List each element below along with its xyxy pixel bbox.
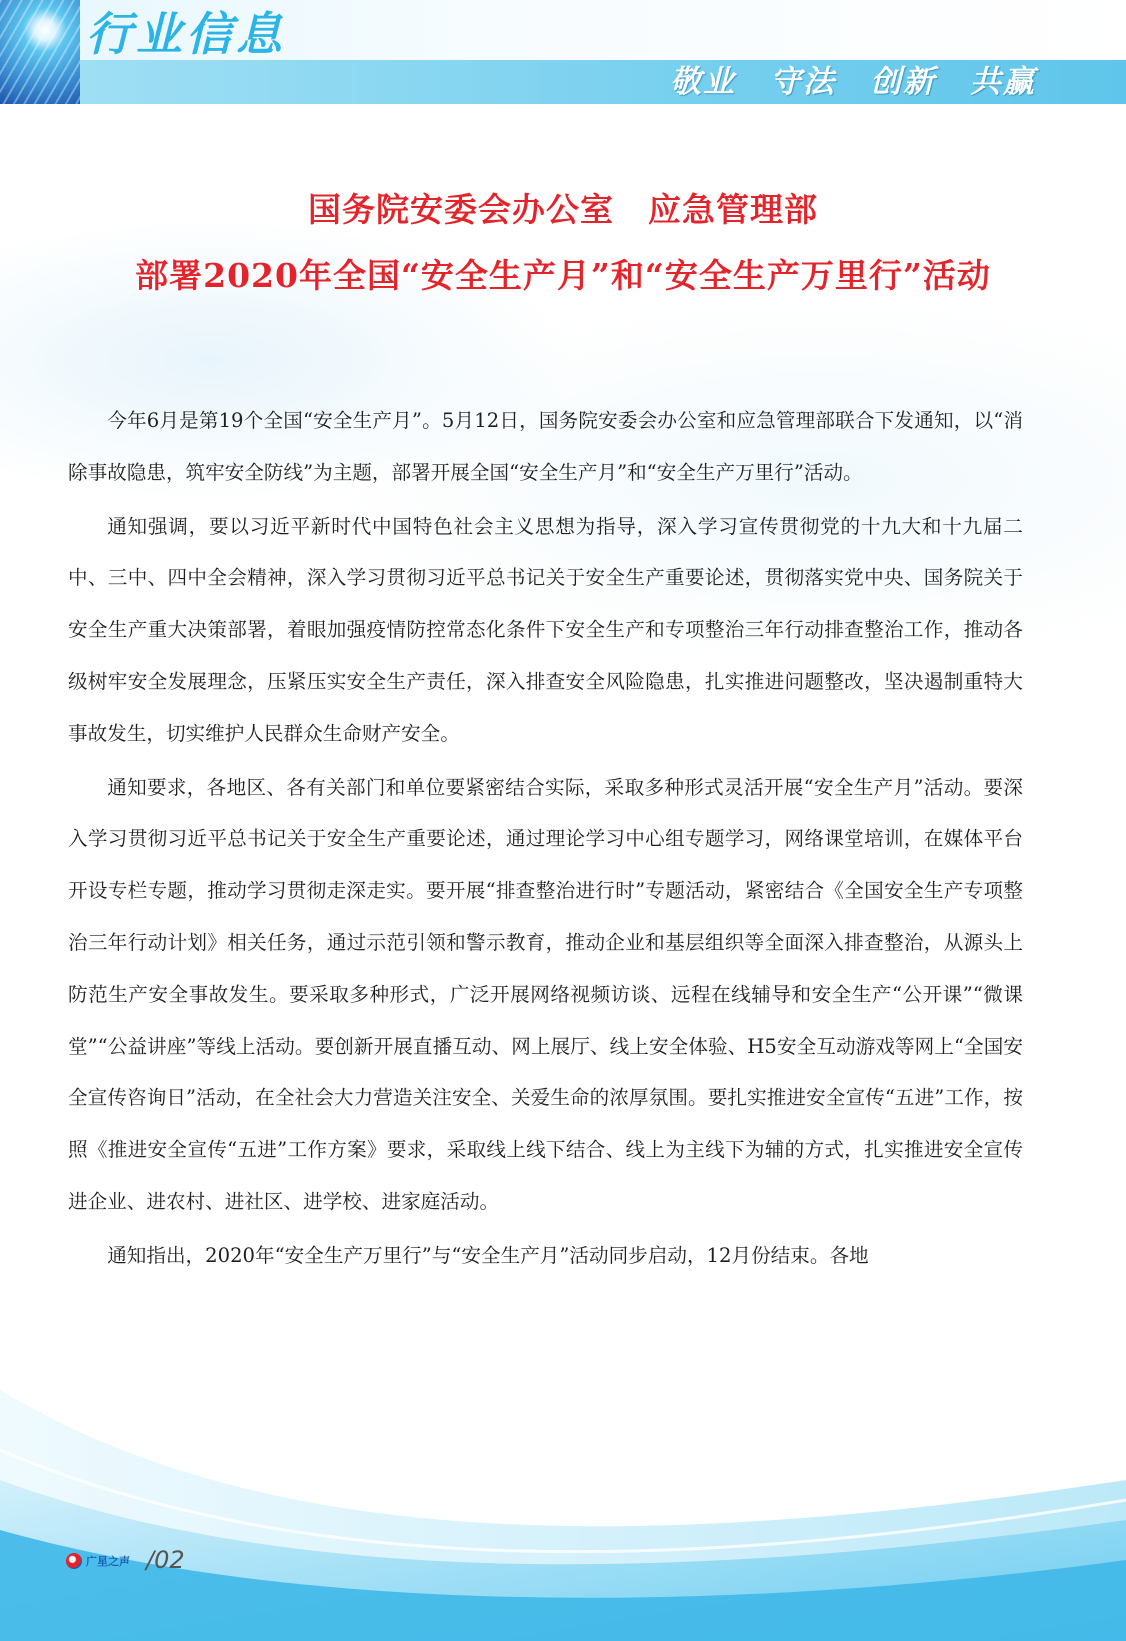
slogan-word: 敬业: [670, 64, 736, 100]
slogan: [670, 60, 1036, 104]
slogan-word: 守法: [770, 64, 836, 100]
article-title-line-2: 部署2020年全国“安全生产月”和“安全生产万里行”活动: [135, 256, 991, 295]
slogan-word: 共赢: [970, 64, 1036, 100]
paragraph: 通知要求，各地区、各有关部门和单位要紧密结合实际，采取多种形式灵活开展“安全生产月”活动。要深入学习贯彻习近平总书记关于安全生产重要论述，通过理论学习中心组专题学习，网络课堂培训，在媒体平台开设专栏专题，推动学习贯彻走深走实。要开展“排查整治进行时”专题活动，紧密结合《全国安全生产专项整治三年行动计划》相关任务，通过示范引领和警示教育，推动企业和基层组织等全面深入排查整治，从源头上防范生产安全事故发生。要采取多种形式，广泛开展网络视频访谈、远程在线辅导和安全生产“公开课”“微课堂”“公益讲座”等线上活动。要创新开展直播互动、网上展厅、线上安全体验、H5安全互动游戏等网上“全国安全宣传咨询日”活动，在全社会大力营造关注安全、关爱生命的浓厚氛围。要扎实推进安全宣传“五进”工作，按照《推进安全宣传“五进”工作方案》要求，采取线上线下结合、线上为主线下为辅的方式，扎实推进安全宣传进企业、进农村、进社区、进学校、进家庭活动。: [68, 775, 1023, 1213]
footer-wave-decoration: [0, 1330, 1126, 1641]
section-title: 行业信息: [86, 7, 286, 61]
paragraph: 今年6月是第19个全国“安全生产月”。5月12日，国务院安委会办公室和应急管理部联合下发通知，以“消除事故隐患，筑牢安全防线”为主题，部署开展全国“安全生产月”和“安全生产万里行”活动。: [68, 409, 1023, 484]
article-body: [68, 395, 1023, 1284]
page-number: /02: [146, 1546, 185, 1574]
article-title-line-1: 国务院安委会办公室 应急管理部: [308, 190, 818, 229]
paragraph: 通知指出，2020年“安全生产万里行”与“安全生产月”活动同步启动，12月份结束。各地: [107, 1243, 869, 1267]
slogan-word: 创新: [870, 64, 936, 100]
header-decoration: [0, 0, 80, 104]
page-header: [0, 0, 1126, 104]
paragraph: 通知强调，要以习近平新时代中国特色社会主义思想为指导，深入学习宣传贯彻党的十九大和十九届二中、三中、四中全会精神，深入学习贯彻习近平总书记关于安全生产重要论述，贯彻落实党中央、国务院关于安全生产重大决策部署，着眼加强疫情防控常态化条件下安全生产和专项整治三年行动排查整治工作，推动各级树牢安全发展理念，压紧压实安全生产责任，深入排查安全风险隐患，扎实推进问题整改，坚决遏制重特大事故发生，切实维护人民群众生命财产安全。: [68, 514, 1023, 745]
logo-icon: [66, 1553, 82, 1569]
logo-text: 广星之声: [86, 1555, 130, 1568]
publication-logo: [66, 1548, 144, 1574]
